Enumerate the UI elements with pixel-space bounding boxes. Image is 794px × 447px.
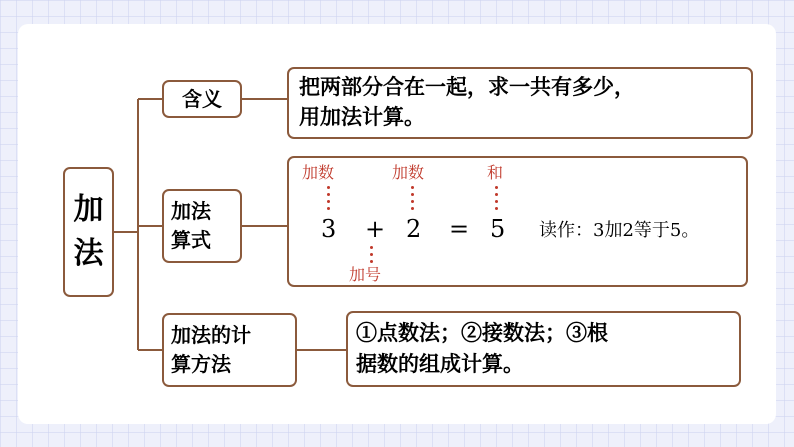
node-calc-method-line: 算方法 xyxy=(171,352,231,376)
label-addend-2: 加数 xyxy=(392,163,425,182)
node-calc-method xyxy=(162,313,297,387)
addend-2: 2 xyxy=(406,215,422,243)
dots-addend-2 xyxy=(411,186,414,214)
root-node-addition xyxy=(63,167,114,297)
label-addend-1: 加数 xyxy=(302,163,335,182)
dots-addend-1 xyxy=(327,186,330,214)
method-detail-line: ①点数法；②接数法；③根 xyxy=(356,320,608,345)
method-detail-line: 据数的组成计算。 xyxy=(356,351,524,376)
node-formula-line: 加法 xyxy=(171,199,211,223)
plus-sign: + xyxy=(365,215,386,243)
node-formula-line: 算式 xyxy=(171,228,211,252)
label-sum: 和 xyxy=(487,163,504,182)
dots-plus xyxy=(370,246,373,267)
sum-value: 5 xyxy=(490,215,506,243)
node-meaning xyxy=(162,80,242,118)
node-formula xyxy=(162,189,242,263)
node-calc-method-line: 加法的计 xyxy=(171,323,251,347)
formula-detail-box xyxy=(287,156,748,287)
root-connector xyxy=(114,99,162,350)
equals-sign: = xyxy=(449,215,470,243)
root-char: 法 xyxy=(73,236,104,271)
meaning-detail-box xyxy=(287,67,753,139)
node-meaning-label: 含义 xyxy=(182,86,222,111)
read-as-text: 读作：3加2等于5。 xyxy=(539,220,700,241)
meaning-detail-line: 用加法计算。 xyxy=(299,104,425,129)
label-plus-sign: 加号 xyxy=(349,265,382,284)
addend-1: 3 xyxy=(321,215,337,243)
root-char: 加 xyxy=(73,192,104,227)
meaning-detail-line: 把两部分合在一起，求一共有多少， xyxy=(299,74,635,99)
method-detail-box xyxy=(346,311,741,387)
dots-sum xyxy=(495,186,498,214)
